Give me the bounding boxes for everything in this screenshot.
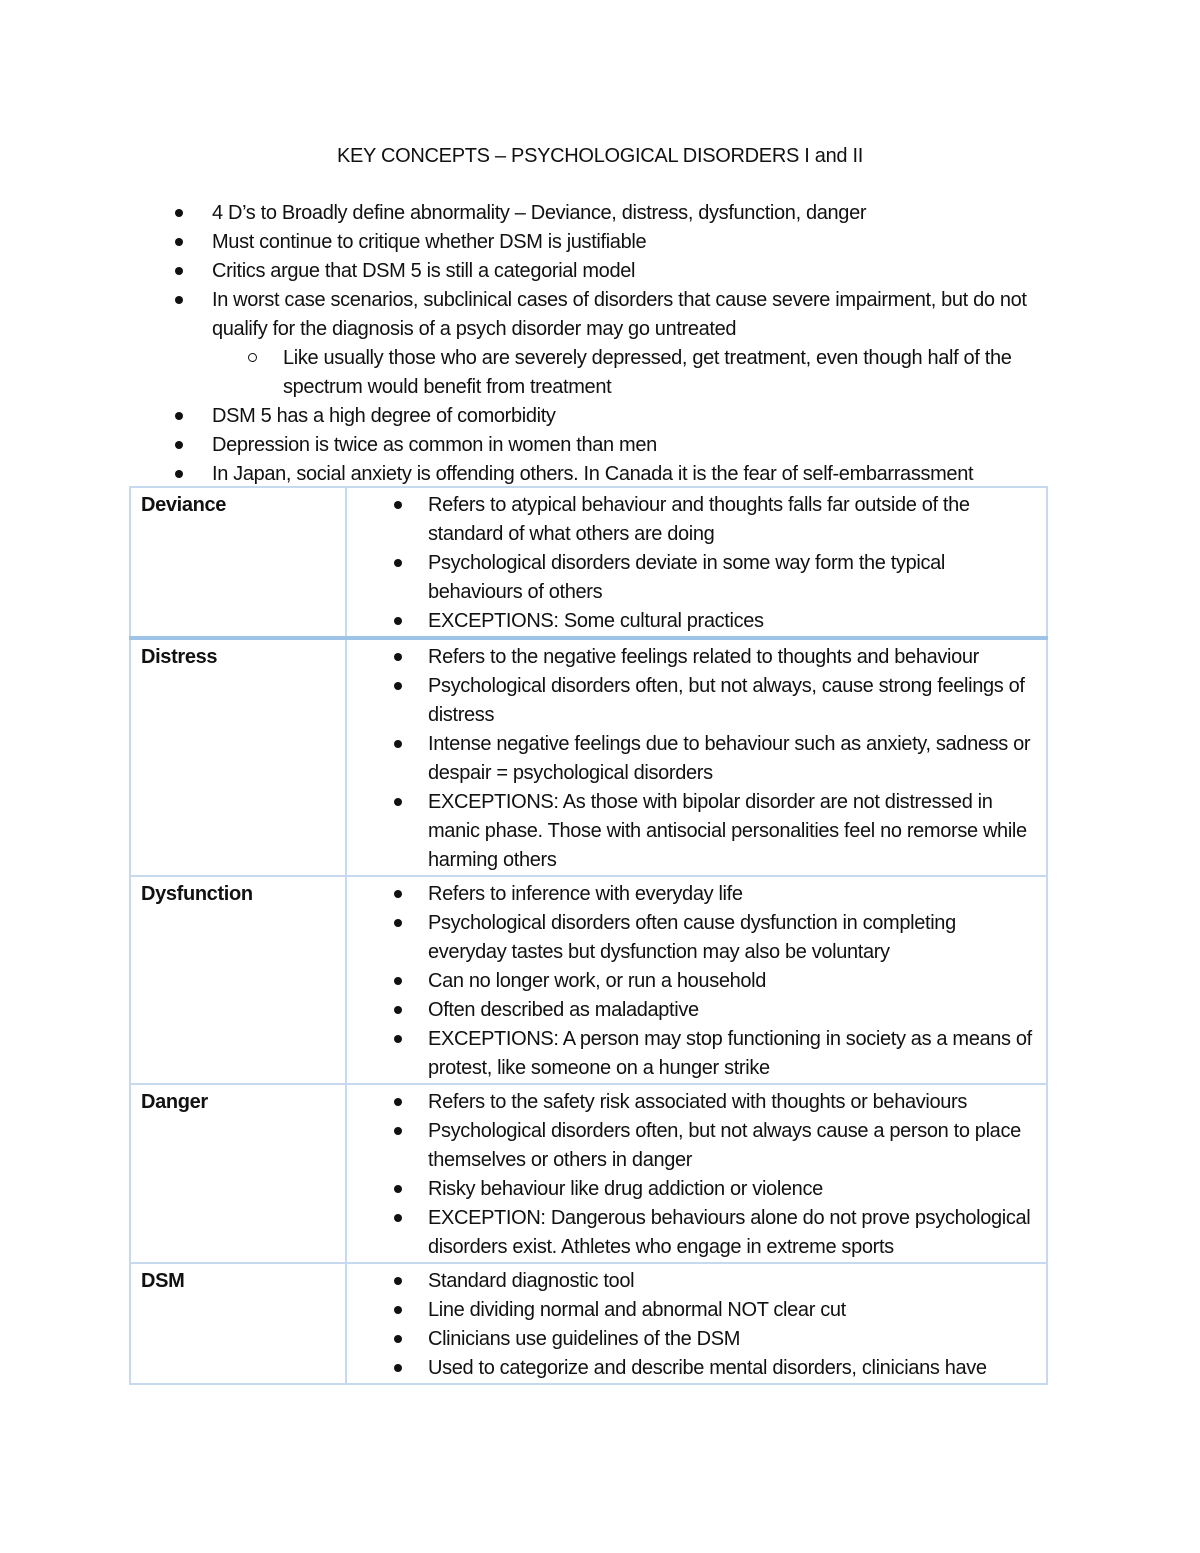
table-row bbox=[130, 876, 1047, 1084]
bullet-icon bbox=[394, 740, 402, 748]
bullet-icon bbox=[394, 501, 402, 509]
list-item bbox=[347, 1117, 1036, 1175]
point-text: Risky behaviour like drug addiction or violence bbox=[428, 1178, 823, 1200]
list-item-text: Depression is twice as common in women than men bbox=[212, 434, 657, 456]
list-item bbox=[347, 788, 1036, 875]
bullet-icon bbox=[394, 682, 402, 690]
term-cell: Distress bbox=[130, 638, 346, 876]
list-item-text: Must continue to critique whether DSM is justifiable bbox=[212, 231, 647, 253]
bullet-icon bbox=[394, 1035, 402, 1043]
list-item bbox=[170, 402, 1075, 431]
point-text: Refers to inference with everyday life bbox=[428, 883, 743, 905]
list-item bbox=[347, 1296, 1036, 1325]
bullet-icon bbox=[394, 890, 402, 898]
bullet-icon bbox=[394, 1098, 402, 1106]
bullet-icon bbox=[394, 1364, 402, 1372]
table-row bbox=[130, 1263, 1047, 1384]
list-item bbox=[347, 880, 1036, 909]
point-text: Psychological disorders often, but not always, cause strong feelings of distress bbox=[428, 675, 1025, 726]
point-text: EXCEPTIONS: Some cultural practices bbox=[428, 610, 764, 632]
list-item bbox=[170, 460, 1075, 489]
list-item bbox=[170, 286, 1075, 344]
point-text: Refers to the negative feelings related to thoughts and behaviour bbox=[428, 646, 979, 668]
list-item bbox=[347, 1325, 1036, 1354]
description-cell bbox=[346, 1084, 1047, 1263]
bullet-icon bbox=[394, 653, 402, 661]
bullet-icon bbox=[394, 977, 402, 985]
list-item bbox=[347, 672, 1036, 730]
point-text: EXCEPTION: Dangerous behaviours alone do not prove psychological disorders exist. Athletes who engage in extreme sports bbox=[428, 1207, 1031, 1258]
list-item bbox=[347, 1025, 1036, 1083]
bullet-icon bbox=[175, 412, 183, 420]
list-item bbox=[347, 607, 1036, 636]
bullet-icon bbox=[175, 238, 183, 246]
list-item bbox=[347, 643, 1036, 672]
point-text: Psychological disorders often, but not always cause a person to place themselves or others in danger bbox=[428, 1120, 1021, 1171]
list-item bbox=[347, 996, 1036, 1025]
description-cell bbox=[346, 876, 1047, 1084]
point-text: Can no longer work, or run a household bbox=[428, 970, 767, 992]
list-item-text: In Japan, social anxiety is offending others. In Canada it is the fear of self-embarrassment bbox=[212, 463, 974, 485]
point-text: Psychological disorders often cause dysfunction in completing everyday tastes but dysfunction may also be voluntary bbox=[428, 912, 956, 963]
point-text: Clinicians use guidelines of the DSM bbox=[428, 1328, 741, 1350]
list-item bbox=[347, 549, 1036, 607]
description-cell bbox=[346, 1263, 1047, 1384]
bullet-icon bbox=[394, 919, 402, 927]
list-item bbox=[347, 1204, 1036, 1262]
list-item bbox=[347, 730, 1036, 788]
list-item bbox=[170, 228, 1075, 257]
description-cell bbox=[346, 487, 1047, 638]
bullet-icon bbox=[394, 617, 402, 625]
point-text: Often described as maladaptive bbox=[428, 999, 699, 1021]
list-item-text: In worst case scenarios, subclinical cases of disorders that cause severe impairment, but do not qualify for the diagnosis of a psych disorder may go untreated bbox=[212, 289, 1027, 340]
table-row bbox=[130, 487, 1047, 638]
list-item bbox=[347, 491, 1036, 549]
hollow-bullet-icon bbox=[248, 353, 257, 362]
list-item-text: Critics argue that DSM 5 is still a categorial model bbox=[212, 260, 636, 282]
key-points-list bbox=[170, 199, 1075, 489]
point-text: Refers to atypical behaviour and thoughts falls far outside of the standard of what others are doing bbox=[428, 494, 970, 545]
point-text: Standard diagnostic tool bbox=[428, 1270, 635, 1292]
list-item bbox=[170, 257, 1075, 286]
point-text: Psychological disorders deviate in some way form the typical behaviours of others bbox=[428, 552, 946, 603]
list-item bbox=[347, 1175, 1036, 1204]
bullet-icon bbox=[175, 441, 183, 449]
term-cell: Dysfunction bbox=[130, 876, 346, 1084]
bullet-icon bbox=[394, 1277, 402, 1285]
point-text: EXCEPTIONS: A person may stop functioning in society as a means of protest, like someone on a hunger strike bbox=[428, 1028, 1032, 1079]
bullet-icon bbox=[175, 267, 183, 275]
list-item-text: Like usually those who are severely depressed, get treatment, even though half of the spectrum would benefit from treatment bbox=[283, 347, 1012, 398]
list-item-text: 4 D’s to Broadly define abnormality – Deviance, distress, dysfunction, danger bbox=[212, 202, 867, 224]
point-text: EXCEPTIONS: As those with bipolar disorder are not distressed in manic phase. Those with antisocial personalities feel no remorse while harming others bbox=[428, 791, 1027, 871]
bullet-icon bbox=[394, 1127, 402, 1135]
point-text: Used to categorize and describe mental disorders, clinicians have bbox=[428, 1357, 987, 1379]
bullet-icon bbox=[175, 209, 183, 217]
list-item bbox=[170, 431, 1075, 460]
page-title: KEY CONCEPTS – PSYCHOLOGICAL DISORDERS I and II bbox=[336, 145, 864, 167]
term-cell: DSM bbox=[130, 1263, 346, 1384]
list-item bbox=[347, 1267, 1036, 1296]
point-text: Line dividing normal and abnormal NOT clear cut bbox=[428, 1299, 846, 1321]
list-item bbox=[347, 967, 1036, 996]
list-item bbox=[347, 1354, 1036, 1383]
list-item bbox=[347, 909, 1036, 967]
point-text: Intense negative feelings due to behaviour such as anxiety, sadness or despair = psychological disorders bbox=[428, 733, 1031, 784]
table-row bbox=[130, 1084, 1047, 1263]
bullet-icon bbox=[175, 296, 183, 304]
bullet-icon bbox=[394, 1335, 402, 1343]
bullet-icon bbox=[394, 1214, 402, 1222]
bullet-icon bbox=[394, 559, 402, 567]
point-text: Refers to the safety risk associated with thoughts or behaviours bbox=[428, 1091, 967, 1113]
bullet-icon bbox=[394, 1306, 402, 1314]
bullet-icon bbox=[394, 798, 402, 806]
bullet-icon bbox=[394, 1006, 402, 1014]
list-item bbox=[170, 199, 1075, 228]
bullet-icon bbox=[175, 470, 183, 478]
list-item bbox=[347, 1088, 1036, 1117]
concepts-table bbox=[129, 486, 1048, 1385]
table-row bbox=[130, 638, 1047, 876]
sub-list-item bbox=[170, 344, 1075, 402]
list-item-text: DSM 5 has a high degree of comorbidity bbox=[212, 405, 556, 427]
term-cell: Danger bbox=[130, 1084, 346, 1263]
bullet-icon bbox=[394, 1185, 402, 1193]
description-cell bbox=[346, 638, 1047, 876]
term-cell: Deviance bbox=[130, 487, 346, 638]
